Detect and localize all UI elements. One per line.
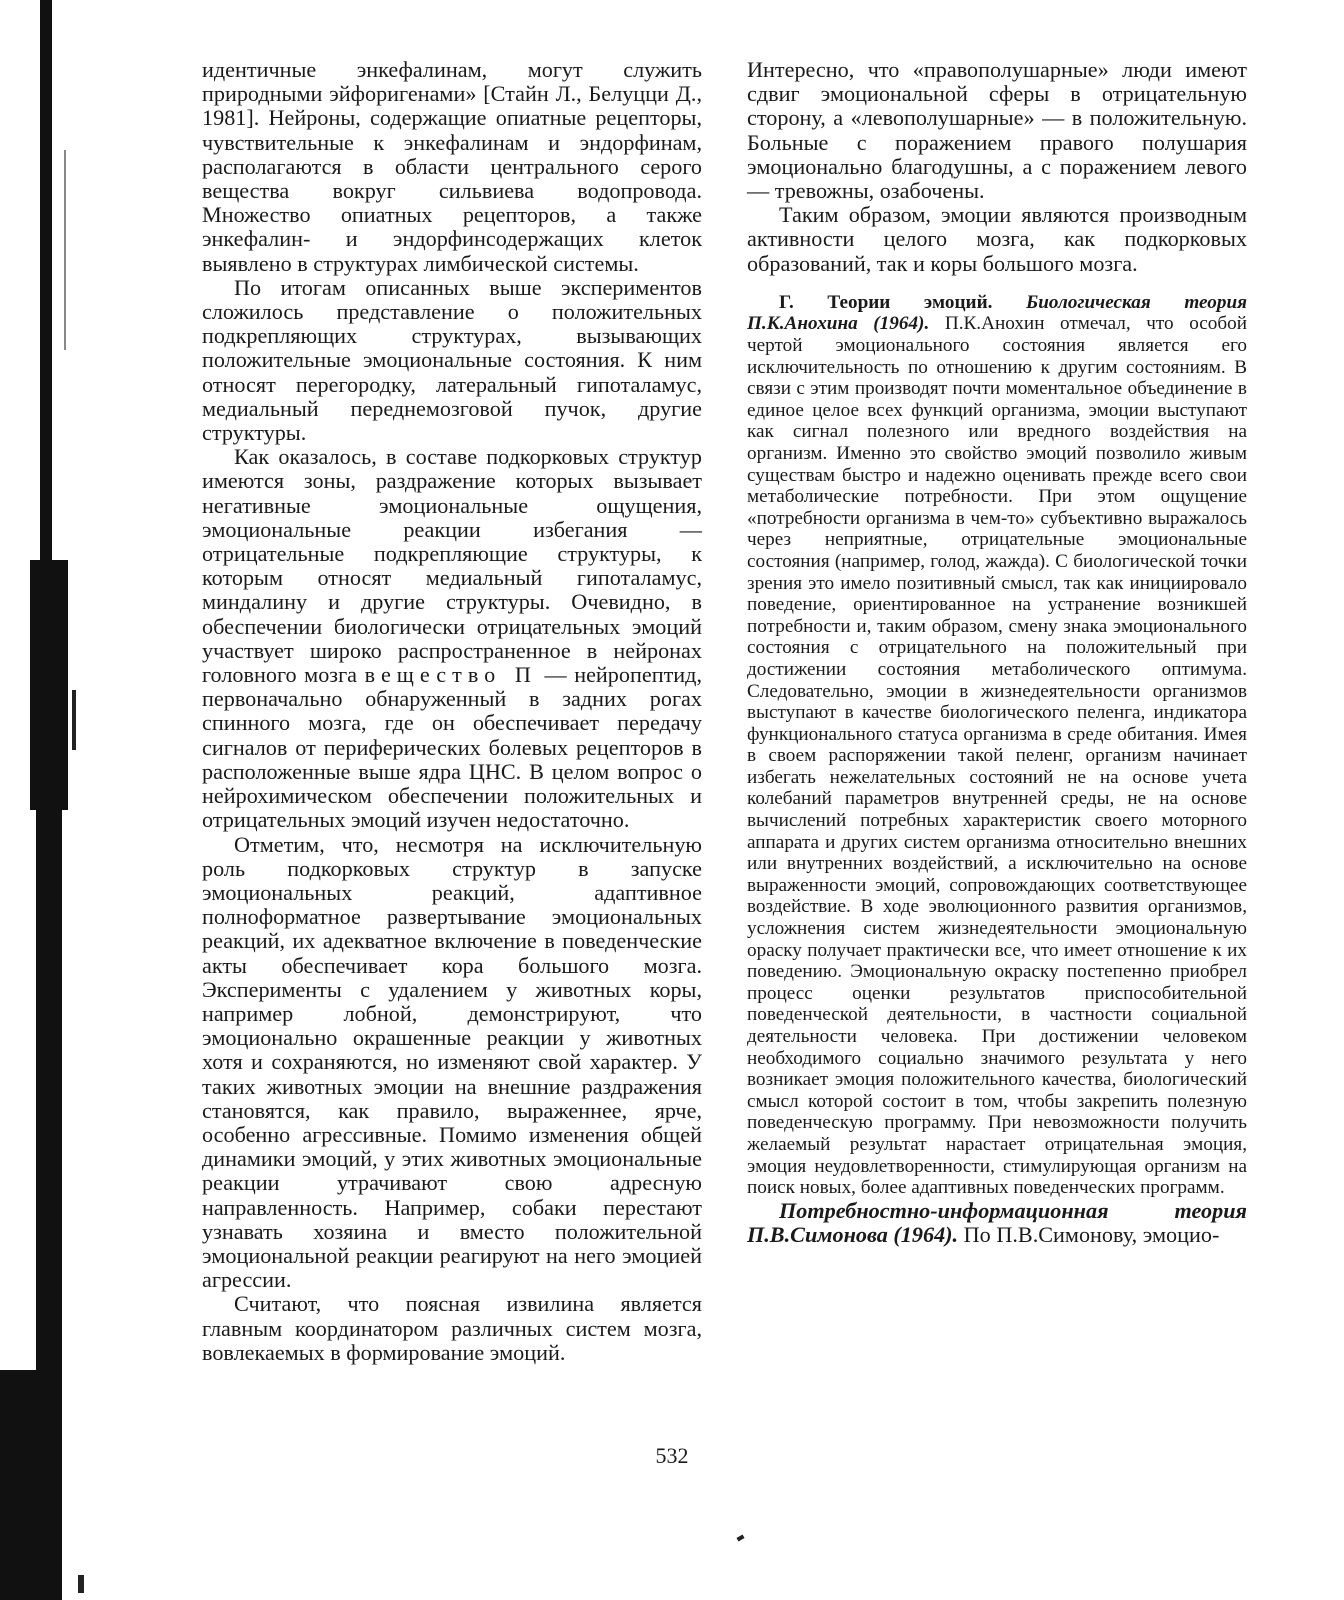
left-paragraph-3-end: — нейропептид, первоначально обнаруженный в задних рогах спинного мозга, где он обеспечивает передачу сигналов от периферических болевых рецепторов в расположенные выше ядра ЦНС. В целом вопрос о нейрохимическом обеспечении положительных и отрицательных эмоций изучен недостаточно. <box>202 662 702 833</box>
scan-mark-1 <box>72 690 76 750</box>
left-column <box>202 58 702 1365</box>
scan-dot <box>736 1535 744 1542</box>
scan-edge-mid <box>30 560 68 810</box>
scan-edge-low <box>36 810 62 1370</box>
right-paragraph-1: Интересно, что «правополушарные» люди имеют сдвиг эмоциональной сферы в отрицательную сторону, а «левополушарные» — в положительную. Больные с поражением правого полушария эмоционально благодушны, а с поражением левого — тревожны, озабочены. <box>747 57 1247 204</box>
left-paragraph-2: По итогам описанных выше экспериментов сложилось представление о положительных подкрепляющих структурах, вызывающих положительные эмоциональные состояния. К ним относят перегородку, латеральный гипоталамус, медиальный переднемозговой пучок, другие структуры. <box>202 274 702 446</box>
left-paragraph-1: идентичные энкефалинам, могут служить природными эйфоригенами» [Стайн Л., Белуцци Д., 1981]. Нейроны, содержащие опиатные рецепторы, чувствительные к энкефалинам и эндорфинам, располагаются в области центрального серого вещества вокруг сильвиева водопровода. Множество опиатных рецепторов, а также энкефалин- и эндорфинсодержащих клеток выявлено в структурах лимбической системы. <box>202 57 702 276</box>
theory-anokhin-text: П.К.Анохин отмечал, что особой чертой эмоционального состояния является его исключительность по отношению к другим состояниям. В связи с этим производят почти моментальное объединение в единое целое всех функций организма, эмоции выступают как сигнал полезного или вредного воздействия на организм. Именно это свойство эмоций позволило живым существам быстро и надежно оценивать прежде всего свои метаболические потребности. При этом ощущение «потребности организма в чем-то» субъективно выражалось через неприятные, отрицательные эмоциональные состояния (например, голод, жажда). С биологической точки зрения это имело позитивный смысл, так как инициировало поведение, ориентированное на устранение возникшей потребности и, таким образом, смену знака эмоционального состояния с отрицательного на положительный при достижении состояния метаболического оптимума. Следовательно, эмоции в жизнедеятельности организмов выступают в качестве биологического пеленга, индикатора функционального статуса организма в среде обитания. Имея в своем распоряжении такой пеленг, организм начинает избегать нежелательных состояний не на основе учета колебаний параметров внутренней среды, не на основе вычислений потребных характеристик своего моторного аппарата и других систем организма относительно внешних или внутренних воздействий, а исключительно на основе выраженности эмоций, сопровождающих соответствующее воздействие. В ходе эволюционного развития организмов, усложнения систем жизнедеятельности эмоциональную ораску получает практически все, что имеет отношение к их поведению. Эмоциональную окраску постепенно приобрел процесс оценки результатов приспособительной поведенческой деятельности, в частности социальной деятельности человека. При достижении человеком необходимого социально значимого результата у него возникает эмоция положительного качества, биологический смысл которой состоит в том, чтобы закрепить полезную поведенческую программу. При невозможности получить желаемый результат нарастает отрицательная эмоция, эмоция неудовлетворенности, стимулирующая организм на поиск новых, более адаптивных поведенческих программ. <box>747 313 1248 1199</box>
left-paragraph-3 <box>202 445 702 832</box>
theory-simonov-paragraph <box>747 1199 1247 1247</box>
scan-edge-bottom <box>0 1370 62 1600</box>
right-column <box>747 58 1247 1247</box>
scan-mark-3 <box>78 1575 84 1593</box>
theory-simonov-title: Потребностно-информационная теория П.В.Симонова (1964). <box>747 1197 1247 1247</box>
right-paragraph-2: Таким образом, эмоции являются производным активности целого мозга, как подкорковых образований, так и коры большого мозга. <box>747 202 1247 276</box>
scan-edge-top <box>40 0 52 560</box>
theory-anokhin-paragraph <box>747 292 1247 1199</box>
scan-mark-2 <box>64 150 66 350</box>
theory-simonov-text: По П.В.Симонову, эмоцио- <box>963 1221 1220 1247</box>
left-paragraph-5: Считают, что поясная извилина является главным координатором различных систем мозга, вовлекаемых в формирование эмоций. <box>202 1291 702 1365</box>
left-paragraph-4: Отметим, что, несмотря на исключительную роль подкорковых структур в запуске эмоциональных реакций, адаптивное полноформатное развертывание эмоциональных реакций, их адекватное включение в поведенческие акты обеспечивает кора большого мозга. Эксперименты с удалением у животных коры, например лобной, демонстрируют, что эмоционально окрашенные реакции у животных хотя и сохраняются, но изменяют свой характер. У таких животных эмоции на внешние раздражения становятся, как правило, выраженнее, ярче, особенно агрессивные. Помимо изменения общей динамики эмоций, у этих животных эмоциональные реакции утрачивают свою адресную направленность. Например, собаки перестают узнавать хозяина и вместо положительной эмоциональной реакции реагируют на него эмоцией агрессии. <box>202 831 702 1293</box>
left-paragraph-3-start: Как оказалось, в составе подкорковых структур имеются зоны, раздражение которых вызывает негативные эмоциональные ощущения, эмоциональные реакции избегания — отрицательные подкрепляющие структуры, к которым относят медиальный гипоталамус, миндалину и другие структуры. Очевидно, в обеспечении биологически отрицательных эмоций участвует широко распространенное в нейронах головного мозга <box>202 444 702 688</box>
theory-anokhin-title: Биологическая теория П.К.Анохина (1964). <box>747 291 1248 335</box>
page-number: 532 <box>655 1443 689 1468</box>
spaced-term-substance-p: вещество П <box>364 662 537 688</box>
section-heading: Г. Теории эмоций. <box>779 291 993 313</box>
